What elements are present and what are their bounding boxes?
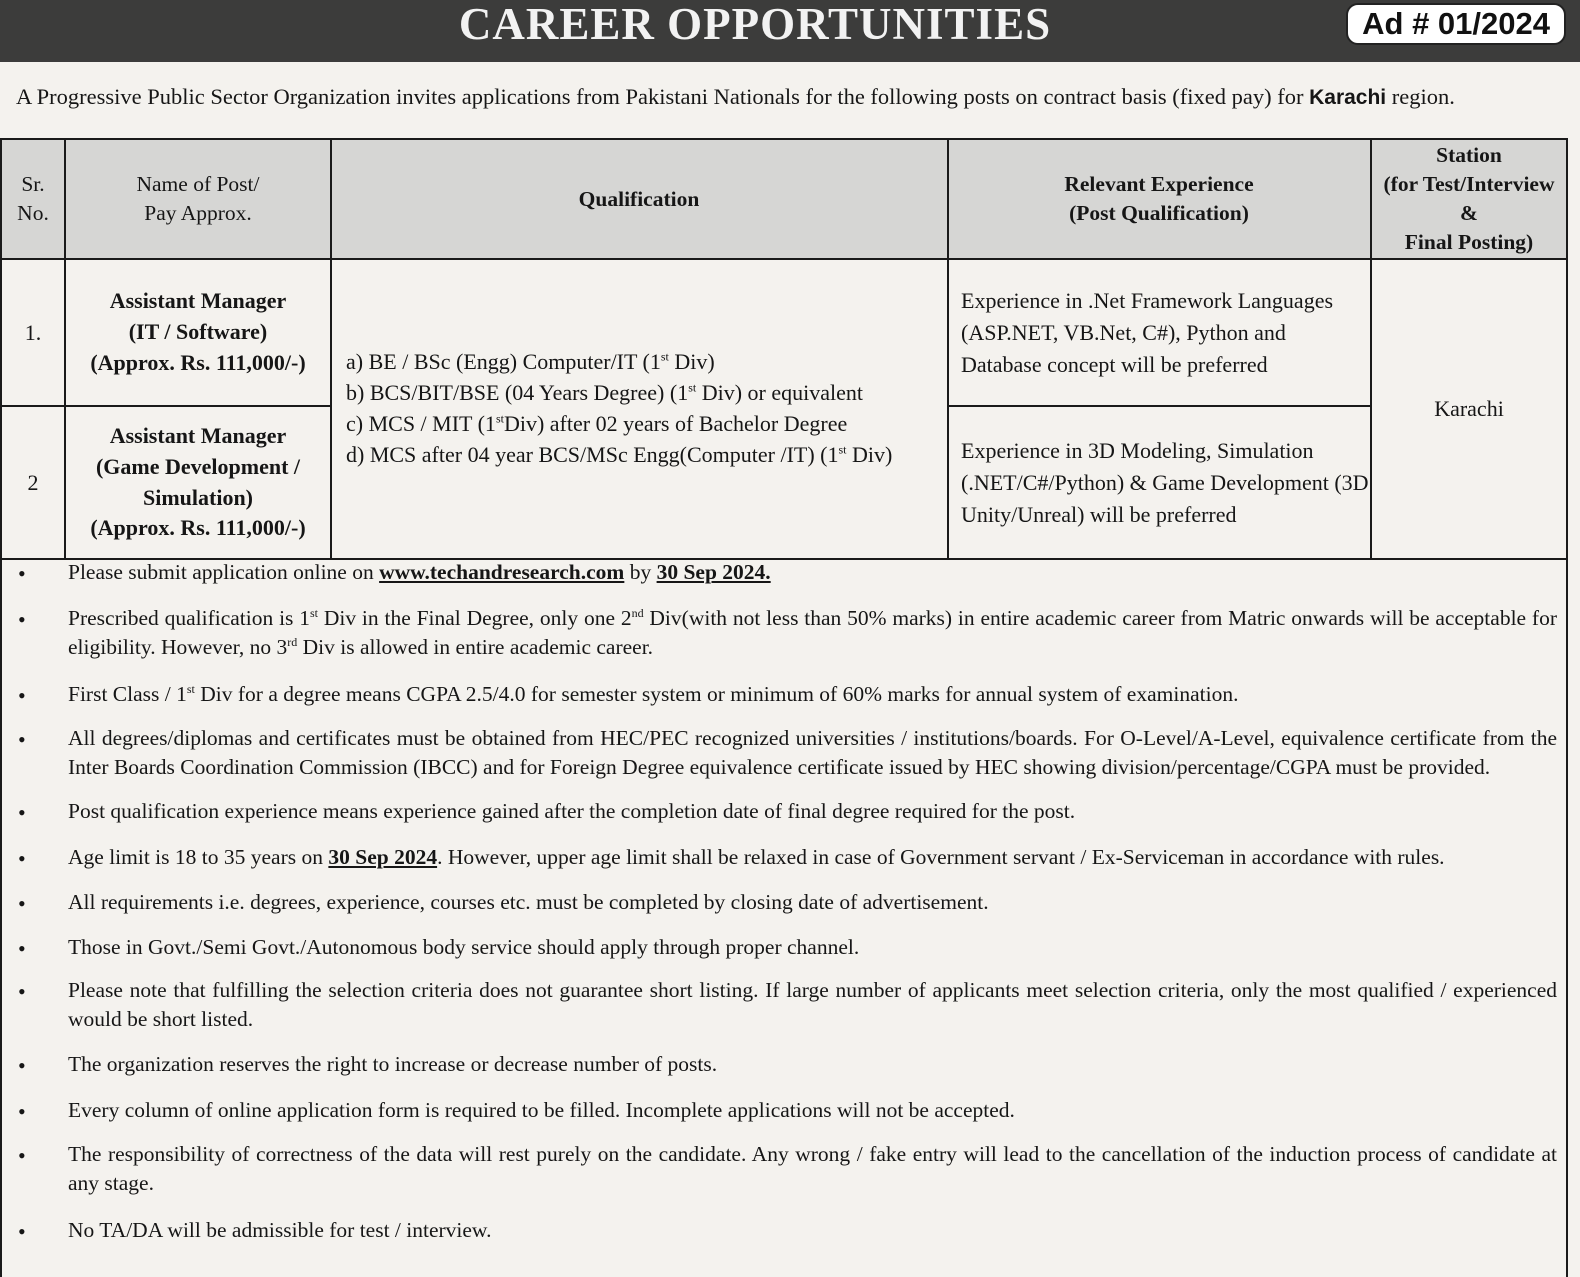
intro-text: A Progressive Public Sector Organization invites applications from Pakistani Nationals for the following posts on contract basis (fixed pay) for — [16, 84, 1310, 109]
intro-region: Karachi — [1309, 86, 1387, 109]
qualification-b: b) BCS/BIT/BSE (04 Years Degree) (1st Div) or equivalent — [346, 380, 864, 406]
page-title: CAREER OPPORTUNITIES — [458, 0, 1052, 49]
station-cell: Karachi — [1371, 259, 1567, 559]
header-qualification: Qualification — [331, 139, 948, 259]
bullet-icon: • — [18, 1143, 26, 1168]
qualification-d: d) MCS after 04 year BCS/MSc Engg(Computer /IT) (1st Div) — [346, 441, 893, 467]
header-post-name: Name of Post/ Pay Approx. — [65, 139, 331, 259]
row-post-name: Assistant Manager (Game Development / Simulation) (Approx. Rs. 111,000/-) — [65, 406, 331, 559]
bullet-icon: • — [18, 561, 26, 586]
bullet-icon: • — [18, 1099, 26, 1124]
table-header-row — [1, 139, 1567, 259]
bullet-icon: • — [18, 1219, 26, 1244]
row-sr-no: 1. — [1, 259, 65, 406]
intro-paragraph — [16, 84, 1564, 110]
bullet-icon: • — [18, 936, 26, 961]
qualification-c: c) MCS / MIT (1stDiv) after 02 years of Bachelor Degree — [346, 411, 848, 437]
bullet-icon: • — [18, 683, 26, 708]
bullet-icon: • — [18, 979, 26, 1004]
header-station: Station (for Test/Interview & Final Posting) — [1371, 139, 1567, 259]
posts-table — [0, 138, 1568, 560]
row-sr-no: 2 — [1, 406, 65, 559]
ad-number-badge: Ad # 01/2024 — [1346, 3, 1566, 45]
application-website-link[interactable]: www.techandresearch.com — [379, 560, 625, 584]
notes-section: • Please submit application online on www.techandresearch.com by 30 Sep 2024. • Prescribed qualification is 1st Div in the Final Degree, only one 2nd Div(with not less than 50% marks) in entire academic career from Matric onwards will be acceptable for eligibility. However, no 3rd Div is allowed in entire academic career. • First Class / 1st Div for a degree means CGPA 2.5/4.0 for semester system or minimum of 60% marks for annual system of examination. • All degrees/diplomas and certificates must be obtained from HEC/PEC recognized universities / institutions/boards. For O-Level/A-Level, equivalence certificate from the Inter Boards Coordination Commission (IBCC) and for Foreign Degree equivalence certificate issued by HEC showing division/percentage/CGPA must be provided. • Post qualification experience means experience gained after the completion date of final degree required for the post. • Age limit is 18 to 35 years on 30 Sep 2024. However, upper age limit shall be relaxed in case of Government servant / Ex-Serviceman in accordance with rules. • All requirements i.e. degrees, experience, courses etc. must be completed by closing date of advertisement. • Those in Govt./Semi Govt./Autonomous body service should apply through proper channel. • Please note that fulfilling the selection criteria does not guarantee short listing. If large number of applicants meet selection criteria, only the most qualified / experienced would be short listed. • The organization reserves the right to increase or decrease number of posts. • Every column of online application form is required to be filled. Incomplete applications will not be accepted. • The responsibility of correctness of the data will rest purely on the candidate. Any wrong / fake entry will lead to the cancellation of the induction process of candidate at any stage. • No TA/DA will be admissible for test / interview. — [0, 540, 1568, 1277]
age-reference-date: 30 Sep 2024 — [328, 845, 438, 869]
closing-date: 30 Sep 2024. — [656, 560, 771, 584]
bullet-icon: • — [18, 891, 26, 916]
bullet-icon: • — [18, 1053, 26, 1078]
header-banner — [0, 0, 1580, 62]
row-experience: Experience in 3D Modeling, Simulation (.NET/C#/Python) & Game Development (3D Unity/Unreal) will be preferred — [948, 406, 1371, 559]
header-sr-no: Sr. No. — [1, 139, 65, 259]
intro-text-end: region. — [1386, 84, 1455, 109]
qualification-a: a) BE / BSc (Engg) Computer/IT (1st Div) — [346, 349, 715, 375]
bullet-icon: • — [18, 727, 26, 752]
bullet-icon: • — [18, 846, 26, 871]
qualification-cell — [331, 259, 948, 559]
bullet-icon: • — [18, 607, 26, 632]
bullet-icon: • — [18, 800, 26, 825]
row-post-name: Assistant Manager (IT / Software) (Approx. Rs. 111,000/-) — [65, 259, 331, 406]
header-experience: Relevant Experience (Post Qualification) — [948, 139, 1371, 259]
table-row — [1, 259, 1567, 406]
row-experience: Experience in .Net Framework Languages (ASP.NET, VB.Net, C#), Python and Database concept will be preferred — [948, 259, 1371, 406]
